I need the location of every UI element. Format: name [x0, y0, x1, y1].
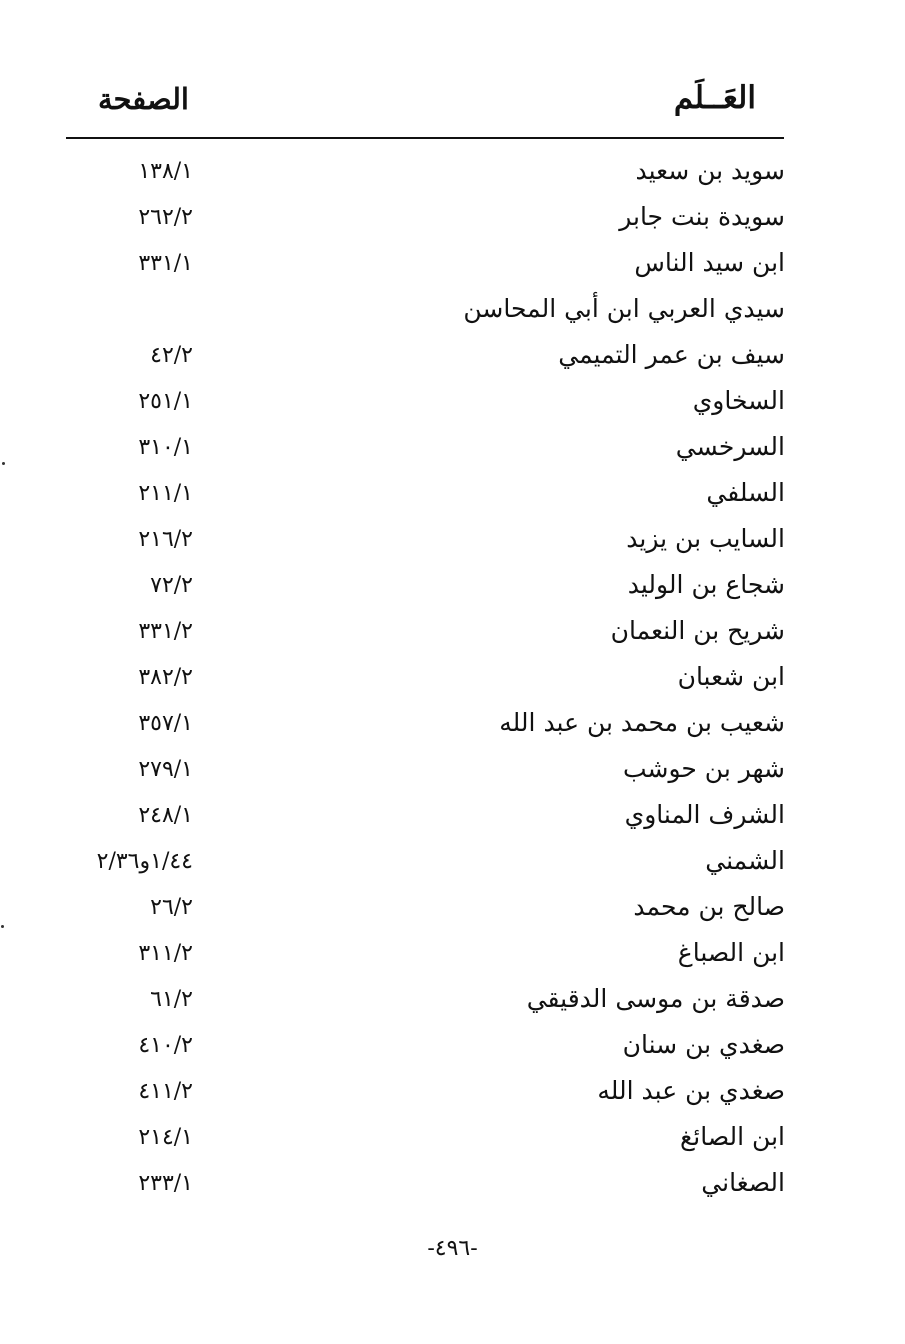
- entry-name: سويدة بنت جابر: [619, 202, 785, 231]
- entry-page-ref: ٢٥١/١: [138, 389, 193, 414]
- entry-page-ref: ٢٤٨/١: [138, 803, 193, 828]
- scan-speck: [2, 462, 5, 465]
- index-entry: [0, 1070, 905, 1116]
- entry-page-ref: ١/٤٤و٢/٣٦: [96, 849, 193, 874]
- entry-name: شهر بن حوشب: [622, 754, 785, 783]
- index-entry: [0, 334, 905, 380]
- entry-page-ref: ٣٣١/١: [138, 251, 193, 276]
- entry-name: الصغاني: [701, 1168, 785, 1197]
- entry-page-ref: ٣١٠/١: [138, 435, 193, 460]
- index-entry: [0, 564, 905, 610]
- index-entry: [0, 978, 905, 1024]
- entry-name: ابن الصباغ: [677, 938, 785, 967]
- entry-page-ref: ٢٧٩/١: [138, 757, 193, 782]
- entry-name: صغدي بن سنان: [622, 1030, 785, 1059]
- index-entry: [0, 702, 905, 748]
- entry-name: شريح بن النعمان: [610, 616, 785, 645]
- entry-page-ref: ٦١/٢: [150, 987, 193, 1012]
- index-entry: [0, 196, 905, 242]
- entry-name: صدقة بن موسى الدقيقي: [526, 984, 785, 1013]
- entry-name: السايب بن يزيد: [626, 524, 785, 553]
- entry-page-ref: ٢٣٣/١: [138, 1171, 193, 1196]
- index-entry: [0, 242, 905, 288]
- entry-page-ref: ٤٢/٢: [150, 343, 193, 368]
- entry-page-ref: ٣٥٧/١: [138, 711, 193, 736]
- entry-page-ref: ٤١٠/٢: [138, 1033, 193, 1058]
- entry-name: سويد بن سعيد: [635, 156, 785, 185]
- entry-name: السخاوي: [692, 386, 785, 415]
- entry-name: سيدي العربي ابن أبي المحاسن: [463, 294, 785, 323]
- name-column-title: العَــلَم: [673, 80, 756, 116]
- entry-name: الشمني: [705, 846, 785, 875]
- scan-speck: [1, 925, 4, 928]
- index-header: [68, 80, 784, 132]
- entry-name: الشرف المناوي: [624, 800, 785, 829]
- index-entry: [0, 886, 905, 932]
- index-entry: [0, 932, 905, 978]
- entry-page-ref: ٢١٦/٢: [138, 527, 193, 552]
- entry-name: سيف بن عمر التميمي: [558, 340, 785, 369]
- entry-page-ref: ٢٦/٢: [150, 895, 193, 920]
- entry-page-ref: ٢١٤/١: [138, 1125, 193, 1150]
- index-entry: [0, 1162, 905, 1208]
- index-entry: [0, 380, 905, 426]
- entry-name: ابن شعبان: [677, 662, 785, 691]
- entry-page-ref: ٢١١/١: [138, 481, 193, 506]
- entry-name: ابن سيد الناس: [634, 248, 785, 277]
- index-entry: [0, 794, 905, 840]
- entry-page-ref: ١٣٨/١: [138, 159, 193, 184]
- index-entry: [0, 1024, 905, 1070]
- index-entry: [0, 656, 905, 702]
- index-entry: [0, 748, 905, 794]
- index-entry: [0, 150, 905, 196]
- entry-page-ref: ٧٢/٢: [150, 573, 193, 598]
- index-entry: [0, 472, 905, 518]
- entry-page-ref: ٣١١/٢: [138, 941, 193, 966]
- entry-page-ref: ٣٣١/٢: [138, 619, 193, 644]
- page-number: -٤٩٦-: [427, 1236, 478, 1261]
- entry-name: شجاع بن الوليد: [627, 570, 785, 599]
- entry-name: صالح بن محمد: [633, 892, 785, 921]
- index-entry: [0, 610, 905, 656]
- entry-name: شعيب بن محمد بن عبد الله: [499, 708, 785, 737]
- index-entry: [0, 840, 905, 886]
- index-entries: [0, 150, 905, 1208]
- entry-name: صغدي بن عبد الله: [597, 1076, 785, 1105]
- header-divider: [66, 137, 784, 139]
- index-entry: [0, 518, 905, 564]
- entry-name: السلفي: [706, 478, 785, 507]
- index-entry: [0, 1116, 905, 1162]
- entry-name: ابن الصائغ: [679, 1122, 785, 1151]
- page-column-title: الصفحة: [98, 82, 189, 116]
- entry-page-ref: ٣٨٢/٢: [138, 665, 193, 690]
- entry-page-ref: ٤١١/٢: [138, 1079, 193, 1104]
- index-entry: [0, 426, 905, 472]
- entry-page-ref: ٢٦٢/٢: [138, 205, 193, 230]
- entry-name: السرخسي: [675, 432, 785, 461]
- index-entry: [0, 288, 905, 334]
